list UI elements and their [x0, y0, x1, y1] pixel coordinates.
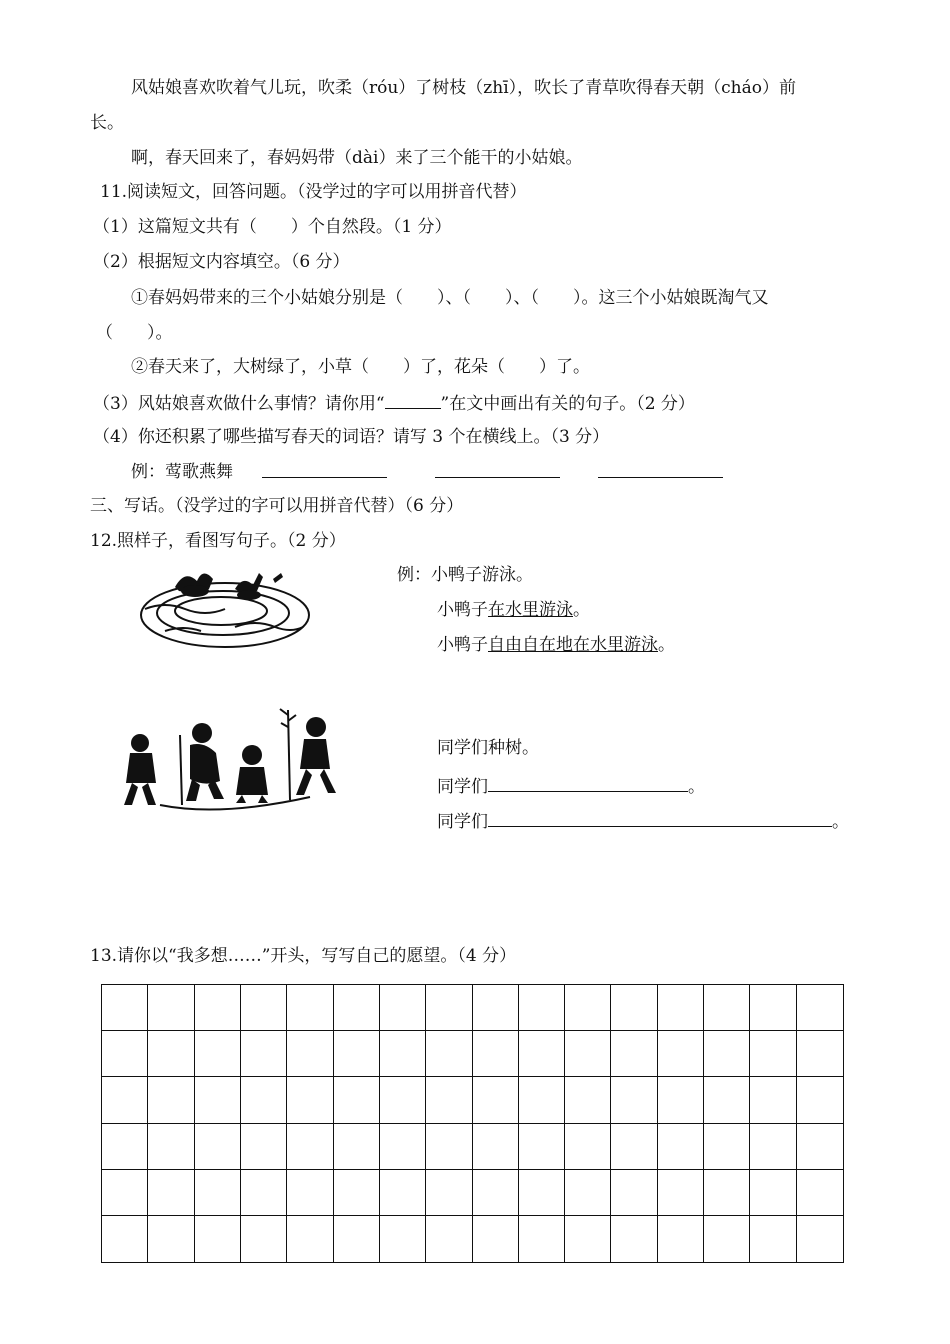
grid-cell[interactable] — [426, 1124, 472, 1170]
grid-cell[interactable] — [426, 1077, 472, 1123]
grid-cell[interactable] — [565, 1216, 611, 1262]
grid-cell[interactable] — [148, 985, 194, 1031]
grid-cell[interactable] — [334, 985, 380, 1031]
q12-ex3-period: 。 — [658, 635, 675, 655]
grid-cell[interactable] — [241, 1170, 287, 1216]
grid-cell[interactable] — [426, 1216, 472, 1262]
grid-cell[interactable] — [704, 985, 750, 1031]
q12-task-3 — [437, 808, 849, 834]
grid-cell[interactable] — [704, 1077, 750, 1123]
q11-sub3-text-before: （3）风姑娘喜欢做什么事情？请你用“ — [93, 394, 385, 414]
grid-cell[interactable] — [519, 1031, 565, 1077]
grid-cell[interactable] — [797, 1077, 843, 1123]
grid-cell[interactable] — [658, 1170, 704, 1216]
grid-cell[interactable] — [380, 1077, 426, 1123]
grid-cell[interactable] — [611, 1124, 657, 1170]
grid-cell[interactable] — [473, 1170, 519, 1216]
grid-cell[interactable] — [241, 1216, 287, 1262]
q11-sub2a-line-2: （ ）。 — [96, 323, 173, 343]
grid-cell[interactable] — [148, 1031, 194, 1077]
q11-sub4: （4）你还积累了哪些描写春天的词语？请写 3 个在横线上。（3 分） — [93, 427, 610, 447]
answer-line-3[interactable] — [598, 477, 723, 478]
grid-cell[interactable] — [797, 1031, 843, 1077]
grid-cell[interactable] — [473, 985, 519, 1031]
q12-ex3-subject: 小鸭子 — [437, 635, 488, 655]
grid-cell[interactable] — [241, 1077, 287, 1123]
answer-line-2[interactable] — [435, 477, 560, 478]
grid-cell[interactable] — [195, 985, 241, 1031]
q12-example-2 — [437, 598, 590, 622]
q12-ex3-underlined: 自由自在地在水里游泳 — [488, 635, 658, 655]
q12-task-1: 同学们种树。 — [437, 738, 539, 758]
grid-cell[interactable] — [658, 1124, 704, 1170]
grid-cell[interactable] — [334, 1124, 380, 1170]
q11-sub2: （2）根据短文内容填空。（6 分） — [93, 252, 350, 272]
grid-cell[interactable] — [750, 1216, 796, 1262]
grid-cell[interactable] — [241, 985, 287, 1031]
q12-example-sentence-1: 小鸭子游泳。 — [431, 565, 533, 585]
grid-cell[interactable] — [287, 1077, 333, 1123]
grid-cell[interactable] — [102, 1031, 148, 1077]
q12-ex2-underlined: 在水里游泳 — [488, 600, 573, 620]
grid-cell[interactable] — [102, 1216, 148, 1262]
grid-cell[interactable] — [195, 1170, 241, 1216]
writing-grid[interactable] — [101, 984, 844, 1263]
grid-cell[interactable] — [611, 1216, 657, 1262]
grid-cell[interactable] — [658, 985, 704, 1031]
grid-cell[interactable] — [102, 985, 148, 1031]
grid-cell[interactable] — [334, 1216, 380, 1262]
grid-cell[interactable] — [241, 1031, 287, 1077]
q11-sub2b: ②春天来了，大树绿了，小草（ ）了，花朵（ ）了。 — [131, 357, 590, 377]
grid-cell[interactable] — [148, 1124, 194, 1170]
grid-cell[interactable] — [797, 985, 843, 1031]
q12-example-1 — [397, 563, 533, 587]
grid-cell[interactable] — [611, 1170, 657, 1216]
grid-cell[interactable] — [195, 1077, 241, 1123]
answer-line-1[interactable] — [262, 477, 387, 478]
grid-cell[interactable] — [750, 1077, 796, 1123]
q12-task-2 — [437, 773, 705, 799]
grid-cell[interactable] — [195, 1031, 241, 1077]
grid-cell[interactable] — [102, 1077, 148, 1123]
grid-cell[interactable] — [750, 1124, 796, 1170]
section-3-title: 三、写话。（没学过的字可以用拼音代替）（6 分） — [90, 496, 464, 516]
grid-cell[interactable] — [611, 1031, 657, 1077]
q12-task-3-period: 。 — [832, 812, 849, 832]
duck-pond-illustration — [135, 557, 315, 657]
grid-cell[interactable] — [380, 1124, 426, 1170]
grid-cell[interactable] — [797, 1124, 843, 1170]
grid-cell[interactable] — [658, 1077, 704, 1123]
grid-cell[interactable] — [565, 1031, 611, 1077]
passage-paragraph-1-line-1: 风姑娘喜欢吹着气儿玩，吹柔（róu）了树枝（zhī），吹长了青草吹得春天朝（cháo）前 — [131, 78, 796, 98]
grid-cell[interactable] — [519, 1124, 565, 1170]
grid-cell[interactable] — [148, 1170, 194, 1216]
q12-task-2-period: 。 — [688, 777, 705, 797]
q12-task-3-blank[interactable] — [488, 808, 832, 827]
grid-cell[interactable] — [334, 1031, 380, 1077]
grid-cell[interactable] — [519, 1170, 565, 1216]
grid-cell[interactable] — [611, 1077, 657, 1123]
grid-cell[interactable] — [287, 1170, 333, 1216]
underline-sample — [385, 390, 441, 409]
grid-cell[interactable] — [797, 1170, 843, 1216]
grid-cell[interactable] — [426, 985, 472, 1031]
grid-cell[interactable] — [611, 985, 657, 1031]
tree-planting-illustration — [120, 705, 345, 830]
grid-cell[interactable] — [519, 1216, 565, 1262]
grid-cell[interactable] — [750, 1031, 796, 1077]
grid-cell[interactable] — [565, 985, 611, 1031]
grid-cell[interactable] — [658, 1216, 704, 1262]
q12-task-3-subject: 同学们 — [437, 812, 488, 832]
grid-cell[interactable] — [565, 1077, 611, 1123]
grid-cell[interactable] — [380, 1031, 426, 1077]
grid-cell[interactable] — [797, 1216, 843, 1262]
grid-cell[interactable] — [102, 1170, 148, 1216]
q13-title: 13.请你以“我多想……”开头，写写自己的愿望。（4 分） — [90, 946, 517, 966]
q11-example: 例：莺歌燕舞 — [131, 462, 233, 482]
grid-cell[interactable] — [473, 1077, 519, 1123]
grid-cell[interactable] — [195, 1216, 241, 1262]
grid-cell[interactable] — [565, 1170, 611, 1216]
q12-title: 12.照样子，看图写句子。（2 分） — [90, 531, 346, 551]
grid-cell[interactable] — [102, 1124, 148, 1170]
q12-task-2-subject: 同学们 — [437, 777, 488, 797]
grid-cell[interactable] — [195, 1124, 241, 1170]
grid-cell[interactable] — [704, 1124, 750, 1170]
grid-cell[interactable] — [658, 1031, 704, 1077]
grid-cell[interactable] — [241, 1124, 287, 1170]
grid-cell[interactable] — [565, 1124, 611, 1170]
q11-sub3-text-after: ”在文中画出有关的句子。（2 分） — [440, 394, 695, 414]
q12-example-prefix: 例： — [397, 565, 431, 585]
q11-sub2a-line-1: ①春妈妈带来的三个小姑娘分别是（ ）、（ ）、（ ）。这三个小姑娘既淘气又 — [131, 288, 769, 308]
grid-cell[interactable] — [287, 1031, 333, 1077]
grid-cell[interactable] — [704, 1216, 750, 1262]
q11-title: 11.阅读短文，回答问题。（没学过的字可以用拼音代替） — [100, 182, 527, 202]
grid-cell[interactable] — [473, 1216, 519, 1262]
grid-cell[interactable] — [148, 1077, 194, 1123]
grid-cell[interactable] — [473, 1124, 519, 1170]
grid-cell[interactable] — [380, 985, 426, 1031]
q12-task-2-blank[interactable] — [488, 773, 688, 792]
grid-cell[interactable] — [148, 1216, 194, 1262]
grid-cell[interactable] — [380, 1216, 426, 1262]
grid-cell[interactable] — [426, 1170, 472, 1216]
grid-cell[interactable] — [380, 1170, 426, 1216]
q11-sub3 — [93, 390, 695, 416]
grid-cell[interactable] — [519, 1077, 565, 1123]
grid-cell[interactable] — [426, 1031, 472, 1077]
grid-cell[interactable] — [750, 1170, 796, 1216]
q12-example-3 — [437, 633, 675, 657]
q11-sub1: （1）这篇短文共有（ ）个自然段。（1 分） — [93, 217, 452, 237]
grid-cell[interactable] — [704, 1170, 750, 1216]
grid-cell[interactable] — [519, 985, 565, 1031]
q12-ex2-subject: 小鸭子 — [437, 600, 488, 620]
grid-cell[interactable] — [287, 1124, 333, 1170]
grid-cell[interactable] — [473, 1031, 519, 1077]
grid-cell[interactable] — [750, 985, 796, 1031]
grid-cell[interactable] — [334, 1170, 380, 1216]
grid-cell[interactable] — [334, 1077, 380, 1123]
grid-cell[interactable] — [704, 1031, 750, 1077]
passage-paragraph-2: 啊，春天回来了，春妈妈带（dài）来了三个能干的小姑娘。 — [131, 148, 583, 168]
grid-cell[interactable] — [287, 1216, 333, 1262]
grid-cell[interactable] — [287, 985, 333, 1031]
passage-paragraph-1-line-2: 长。 — [90, 113, 124, 133]
q12-ex2-period: 。 — [573, 600, 590, 620]
